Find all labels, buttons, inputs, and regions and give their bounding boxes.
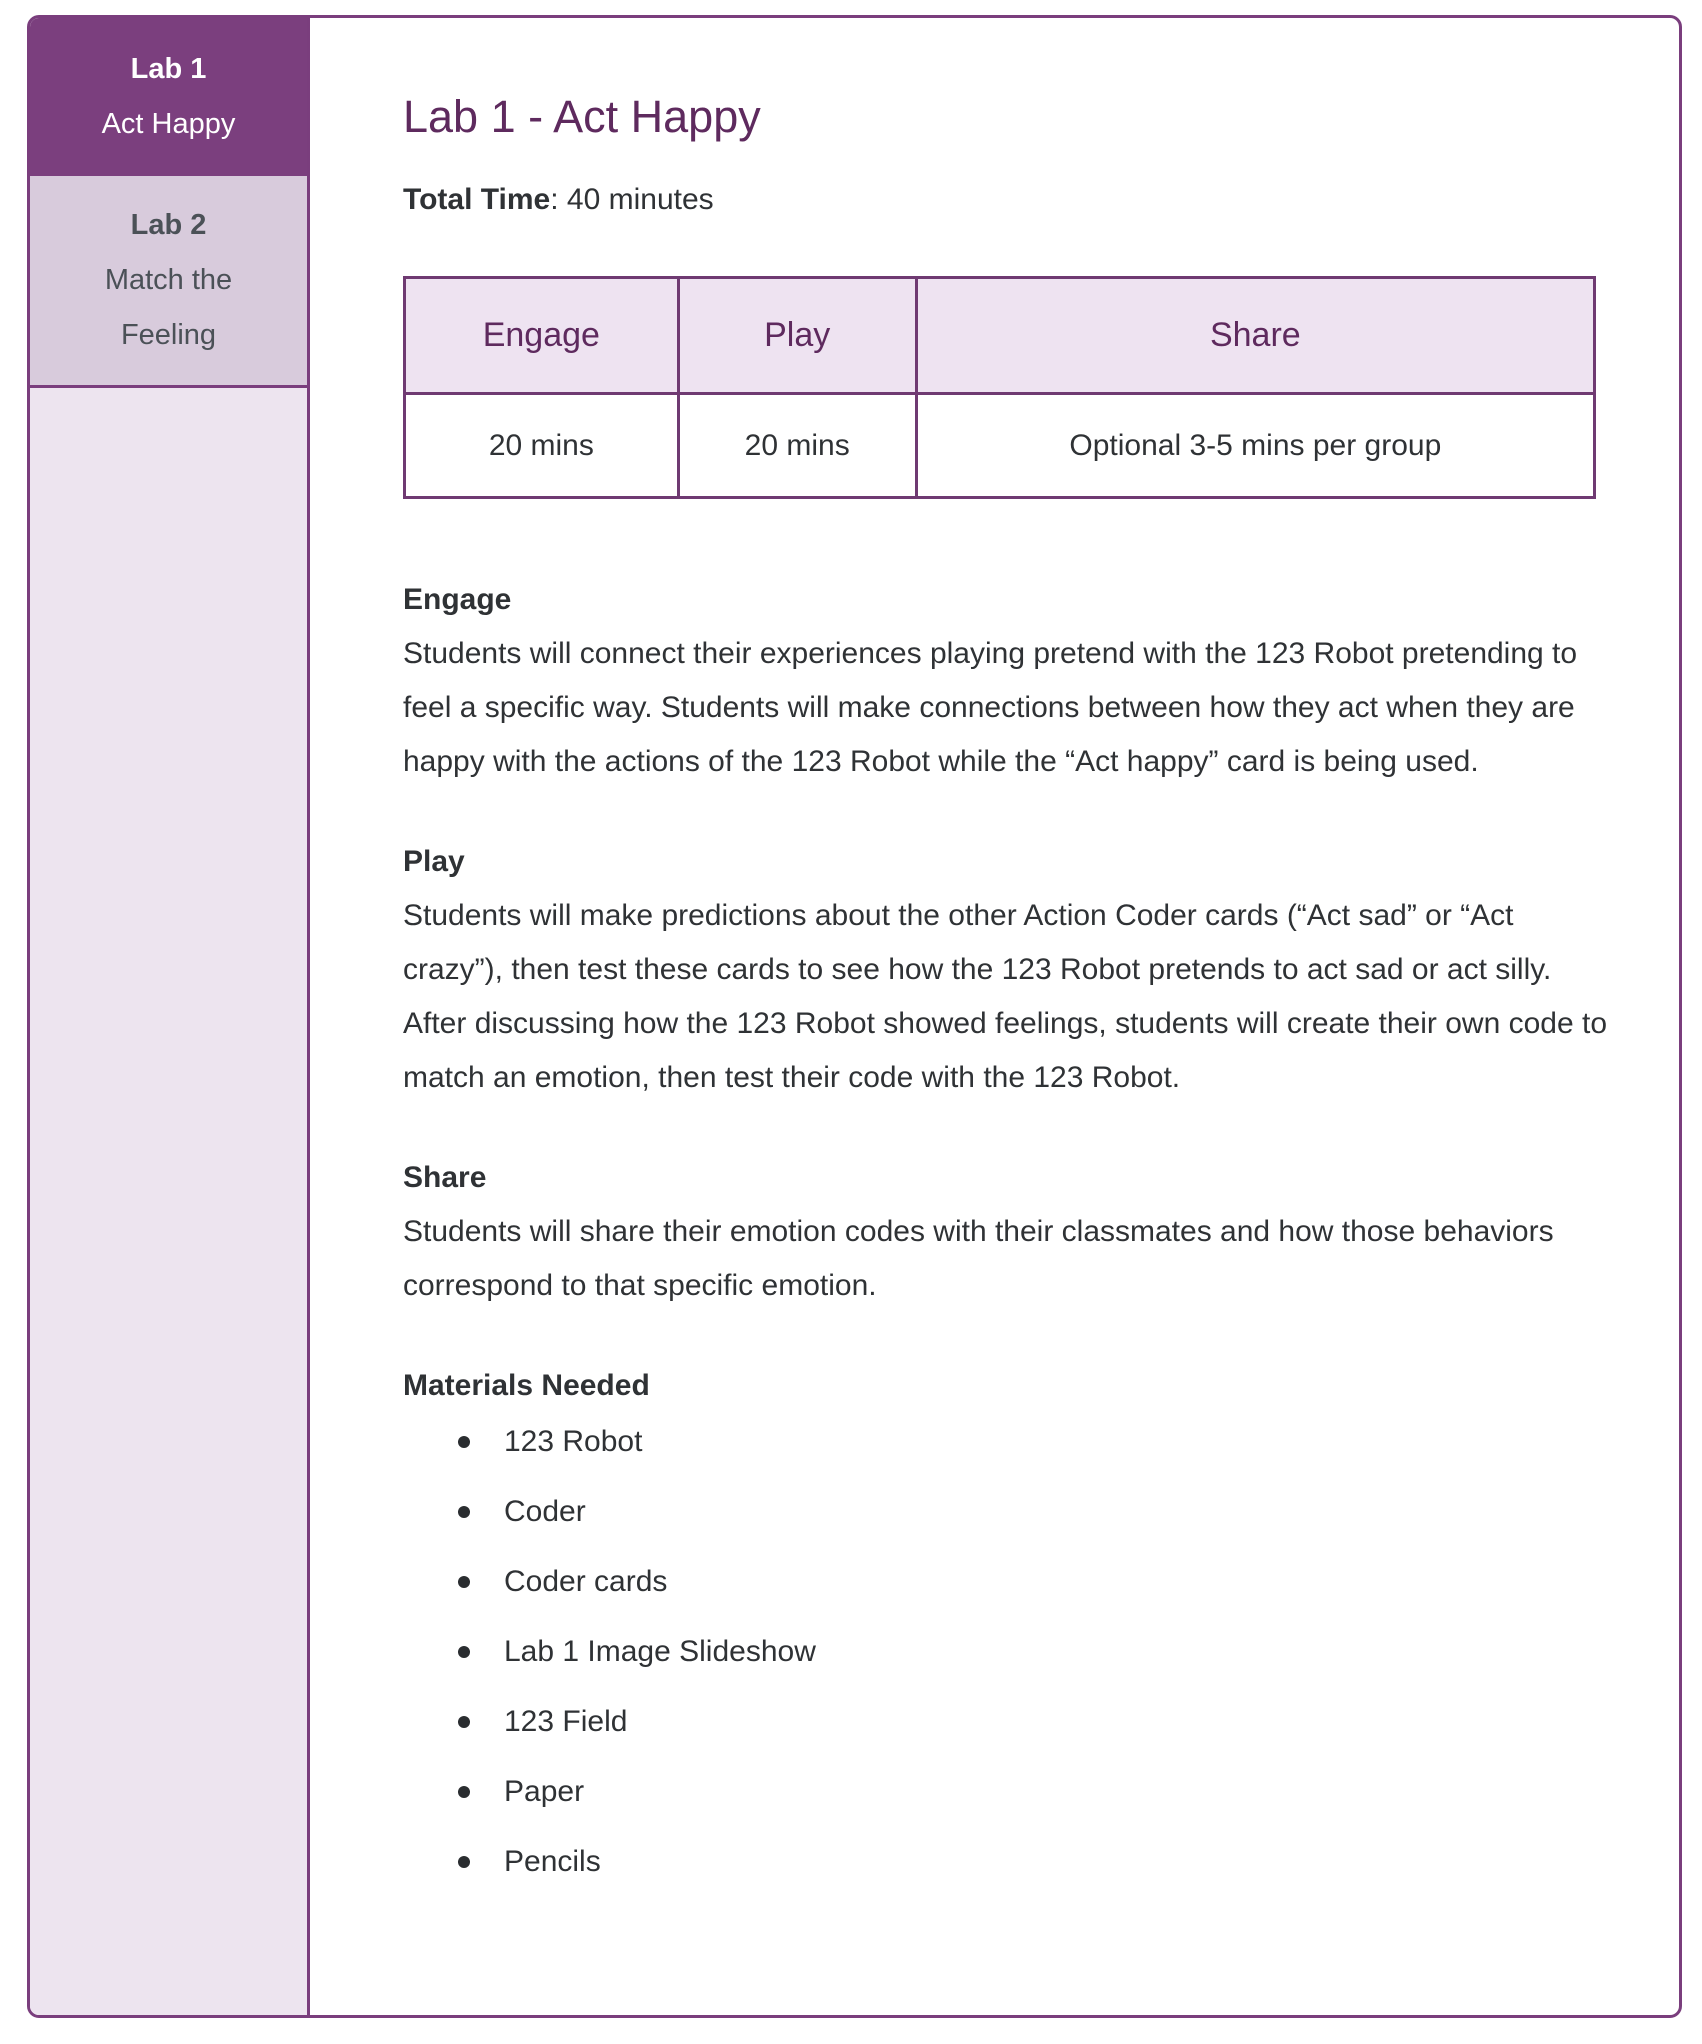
bullet-icon bbox=[458, 1786, 470, 1798]
section-engage bbox=[403, 573, 1613, 789]
time-table-value-row bbox=[405, 394, 1595, 498]
materials-heading: Materials Needed bbox=[403, 1369, 650, 1402]
list-item bbox=[458, 1703, 1613, 1741]
section-heading: Play bbox=[403, 845, 465, 878]
time-table bbox=[403, 276, 1596, 499]
materials-list bbox=[403, 1423, 1613, 1881]
section-body: Students will make predictions about the other Action Coder cards (“Act sad” or “Act crazy”), then test these cards to see how the 123 Robot pretends to act sad or act silly. After discussing how the 123 Robot showed feelings, students will create their own code to match an emotion, then test their code with the 123 Robot. bbox=[403, 899, 1608, 1094]
section-heading: Engage bbox=[403, 583, 512, 616]
list-item bbox=[458, 1773, 1613, 1811]
list-item bbox=[458, 1493, 1613, 1531]
material-label: Pencils bbox=[504, 1845, 601, 1878]
list-item bbox=[458, 1563, 1613, 1601]
section-play bbox=[403, 835, 1613, 1105]
bullet-icon bbox=[458, 1646, 470, 1658]
lesson-content bbox=[310, 18, 1679, 2015]
tab-lab-number: Lab 1 bbox=[130, 53, 207, 85]
sidebar-tab-lab1[interactable] bbox=[30, 18, 307, 176]
material-label: Coder bbox=[504, 1495, 586, 1528]
time-table-value-engage: 20 mins bbox=[405, 394, 679, 498]
page-title: Lab 1 - Act Happy bbox=[403, 91, 761, 142]
bullet-icon bbox=[458, 1576, 470, 1588]
bullet-icon bbox=[458, 1436, 470, 1448]
tab-lab-number: Lab 2 bbox=[130, 209, 207, 241]
lab-tabs-sidebar bbox=[30, 18, 310, 2015]
material-label: Coder cards bbox=[504, 1565, 668, 1598]
lesson-page bbox=[27, 15, 1682, 2018]
material-label: Lab 1 Image Slideshow bbox=[504, 1635, 816, 1668]
section-materials bbox=[403, 1359, 1613, 1881]
total-time-value: : 40 minutes bbox=[550, 183, 714, 216]
section-heading: Share bbox=[403, 1161, 487, 1194]
material-label: Paper bbox=[504, 1775, 585, 1808]
tab-lab-title: Act Happy bbox=[101, 108, 236, 140]
time-table-header-play: Play bbox=[678, 278, 916, 394]
section-body: Students will share their emotion codes with their classmates and how those behaviors correspond to that specific emotion. bbox=[403, 1215, 1554, 1302]
material-label: 123 Field bbox=[504, 1705, 628, 1738]
bullet-icon bbox=[458, 1506, 470, 1518]
sidebar-tab-lab2[interactable] bbox=[30, 176, 307, 388]
bullet-icon bbox=[458, 1856, 470, 1868]
total-time-label: Total Time bbox=[403, 183, 551, 216]
time-table-header-engage: Engage bbox=[405, 278, 679, 394]
section-share bbox=[403, 1151, 1613, 1313]
tab-lab-title: Match the Feeling bbox=[104, 264, 233, 351]
list-item bbox=[458, 1843, 1613, 1881]
list-item bbox=[458, 1633, 1613, 1671]
time-table-value-share: Optional 3-5 mins per group bbox=[916, 394, 1594, 498]
section-body: Students will connect their experiences playing pretend with the 123 Robot pretending to feel a specific way. Students will make connections between how they act when they are happy with the actions of the 123 Robot while the “Act happy” card is being used. bbox=[403, 637, 1578, 778]
time-table-header-row bbox=[405, 278, 1595, 394]
time-table-value-play: 20 mins bbox=[678, 394, 916, 498]
list-item bbox=[458, 1423, 1613, 1461]
material-label: 123 Robot bbox=[504, 1425, 643, 1458]
total-time bbox=[403, 180, 1613, 220]
time-table-header-share: Share bbox=[916, 278, 1594, 394]
bullet-icon bbox=[458, 1716, 470, 1728]
